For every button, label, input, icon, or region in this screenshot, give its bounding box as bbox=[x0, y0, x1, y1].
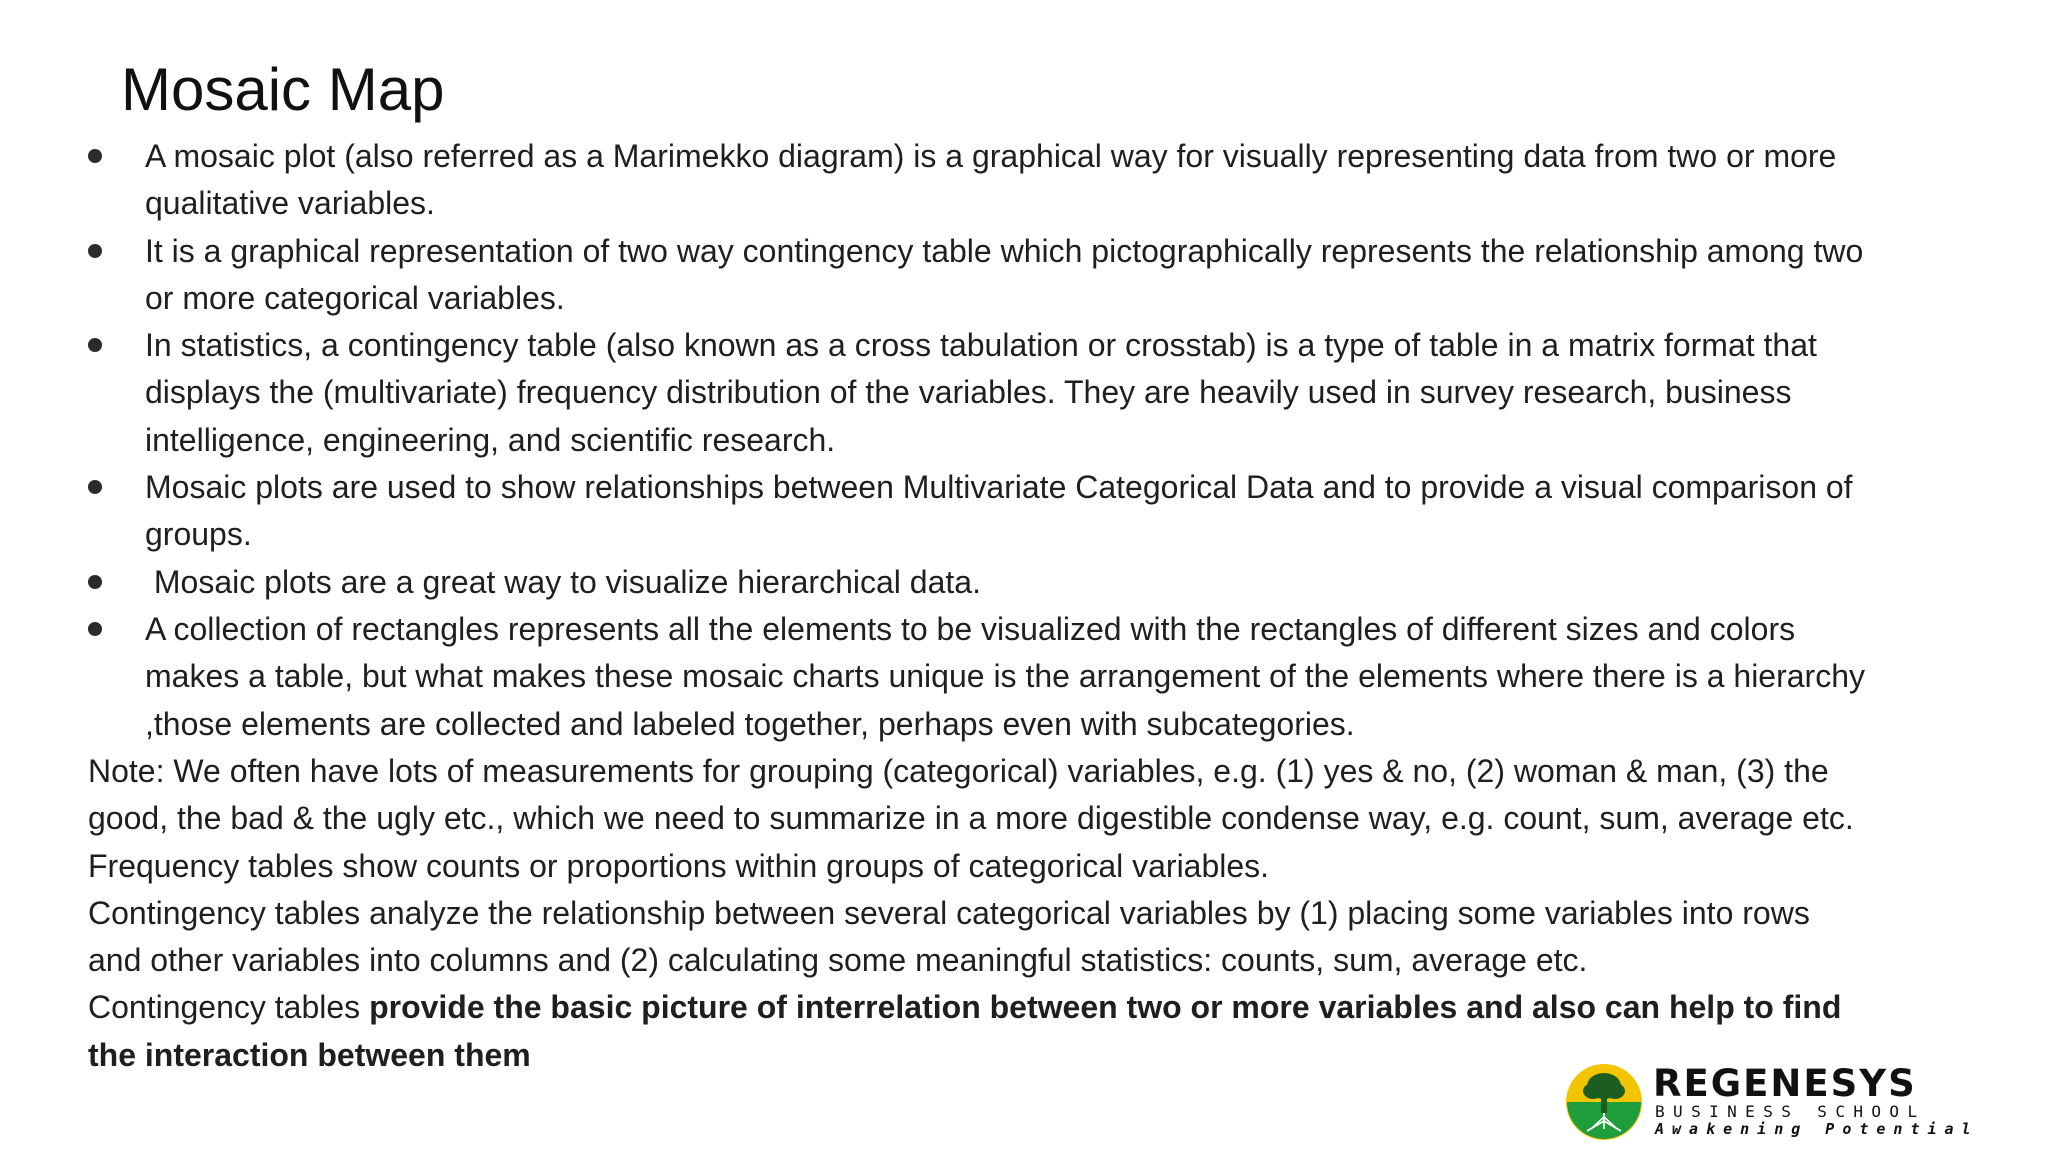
bullet-dot-icon bbox=[88, 622, 102, 636]
slide-title: Mosaic Map bbox=[121, 56, 445, 123]
bullet-item bbox=[145, 133, 2015, 228]
note-line: Frequency tables show counts or proportions within groups of categorical variables. bbox=[88, 847, 1270, 884]
bullet-line: Mosaic plots are used to show relationships between Multivariate Categorical Data and to provide a visual comparison of bbox=[145, 469, 1853, 506]
note-line-prefix: Contingency tables bbox=[88, 989, 370, 1026]
logo-tagline: Awakening Potential bbox=[1655, 1120, 1979, 1138]
bullet-line: In statistics, a contingency table (also known as a cross tabulation or crosstab) is a type of table in a matrix format that bbox=[145, 327, 1817, 364]
bullet-line: qualitative variables. bbox=[145, 185, 435, 222]
bullet-line: makes a table, but what makes these mosaic charts unique is the arrangement of the elements where there is a hierarchy bbox=[145, 658, 1865, 695]
bullet-item bbox=[145, 322, 2015, 464]
note-line-bold: provide the basic picture of interrelation between two or more variables and also can help to find bbox=[369, 989, 1842, 1026]
note-line: Note: We often have lots of measurements for grouping (categorical) variables, e.g. (1) yes & no, (2) woman & man, (3) the bbox=[88, 753, 1829, 789]
bullet-line: intelligence, engineering, and scientific research. bbox=[145, 421, 836, 458]
notes-block bbox=[88, 748, 1998, 1079]
bullet-item bbox=[145, 559, 2015, 606]
bullet-list bbox=[145, 133, 2015, 748]
bullet-dot-icon bbox=[88, 338, 102, 352]
bullet-item bbox=[145, 464, 2015, 559]
bullet-dot-icon bbox=[88, 244, 102, 258]
bullet-line: Mosaic plots are a great way to visualize hierarchical data. bbox=[145, 563, 981, 600]
note-line: good, the bad & the ugly etc., which we need to summarize in a more digestible condense way, e.g. count, sum, average etc. bbox=[88, 800, 1854, 837]
regenesys-logo bbox=[1565, 1063, 1995, 1141]
note-line-bold: the interaction between them bbox=[88, 1036, 531, 1073]
tree-logo-icon bbox=[1565, 1063, 1643, 1141]
logo-name: REGENESYS bbox=[1653, 1062, 1917, 1105]
bullet-dot-icon bbox=[88, 480, 102, 494]
bullet-item bbox=[145, 606, 2015, 748]
bullet-line: A mosaic plot (also referred as a Marimekko diagram) is a graphical way for visually representing data from two or more bbox=[145, 138, 1837, 174]
bullet-dot-icon bbox=[88, 149, 102, 163]
logo-subtitle: BUSINESS SCHOOL bbox=[1655, 1102, 1926, 1121]
bullet-line: A collection of rectangles represents all the elements to be visualized with the rectangles of different sizes and colors bbox=[145, 610, 1796, 647]
bullet-dot-icon bbox=[88, 575, 102, 589]
bullet-item bbox=[145, 228, 2015, 323]
note-line: and other variables into columns and (2) calculating some meaningful statistics: counts, sum, average etc. bbox=[88, 942, 1588, 979]
bullet-line: It is a graphical representation of two way contingency table which pictographically represents the relationship among two bbox=[145, 232, 1864, 269]
bullet-line: ,those elements are collected and labeled together, perhaps even with subcategories. bbox=[145, 705, 1355, 742]
bullet-line: displays the (multivariate) frequency distribution of the variables. They are heavily used in survey research, business bbox=[145, 374, 1792, 411]
bullet-line: or more categorical variables. bbox=[145, 279, 565, 316]
note-line-contingency bbox=[88, 984, 1998, 1031]
bullet-line: groups. bbox=[145, 516, 252, 553]
note-line: Contingency tables analyze the relationship between several categorical variables by (1) placing some variables into rows bbox=[88, 894, 1810, 931]
